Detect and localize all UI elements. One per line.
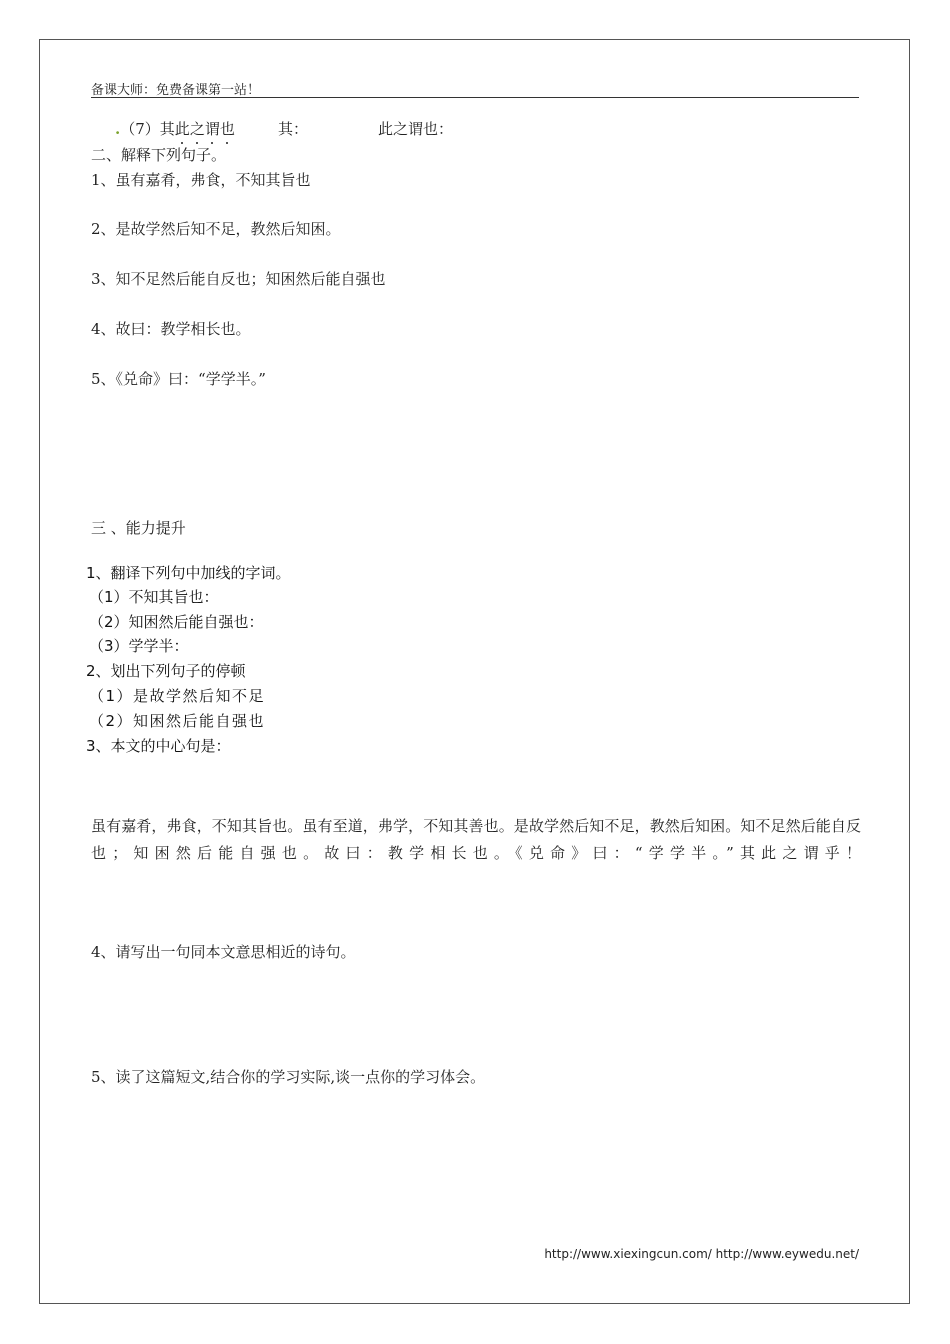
item-7-char-dotted: 谓 bbox=[204, 120, 220, 138]
header-rule bbox=[91, 97, 859, 98]
item-7-char: 其 bbox=[159, 120, 175, 138]
section-2-item: 4、故曰：教学相长也。 bbox=[91, 320, 251, 338]
page-header: 备课大师：免费备课第一站！ bbox=[91, 83, 261, 98]
passage-text: 虽有嘉肴，弗食，不知其旨也。虽有至道，弗学，不知其善也。是故学然后知不足，教然后知困。知不足然后能自反也；知困然后能自强也。故曰：教学相长也。《兑命》曰：“学学半。”其此之谓乎！ bbox=[91, 817, 861, 862]
item-7-blank-1: 其： bbox=[278, 120, 309, 138]
item-7-char-dotted: 也 bbox=[219, 120, 235, 138]
item-7-line bbox=[115, 118, 235, 139]
question-2: 2、划出下列句子的停顿 bbox=[86, 662, 246, 680]
section-2-title: 二、解释下列句子。 bbox=[91, 146, 227, 164]
question-1: 1、翻译下列句中加线的字词。 bbox=[86, 564, 291, 582]
bullet-dot: . bbox=[115, 120, 121, 138]
item-7-char-dotted: 此 bbox=[174, 120, 190, 138]
section-2-item: 3、知不足然后能自反也；知困然后能自强也 bbox=[91, 270, 386, 288]
footer-links: http://www.xiexingcun.com/ http://www.eywedu.net/ bbox=[544, 1247, 859, 1261]
question-1-item: （3）学学半： bbox=[89, 637, 189, 655]
item-7-label: （7） bbox=[120, 120, 160, 138]
section-3-title: 三 、能力提升 bbox=[91, 519, 186, 537]
item-7-blank-2: 此之谓也： bbox=[378, 120, 454, 138]
item-7-char-dotted: 之 bbox=[189, 120, 205, 138]
section-2-item: 2、是故学然后知不足，教然后知困。 bbox=[91, 220, 341, 238]
question-1-item: （2）知困然后能自强也： bbox=[89, 613, 264, 631]
question-2-item: （2）知困然后能自强也 bbox=[89, 712, 266, 730]
question-1-item: （1）不知其旨也： bbox=[89, 588, 219, 606]
question-3: 3、本文的中心句是： bbox=[86, 737, 231, 755]
section-2-item: 1、虽有嘉肴，弗食，不知其旨也 bbox=[91, 171, 311, 189]
question-4: 4、请写出一句同本文意思相近的诗句。 bbox=[91, 943, 356, 961]
question-2-item: （1）是故学然后知不足 bbox=[89, 687, 266, 705]
section-2-item: 5、《兑命》曰：“学学半。” bbox=[91, 370, 266, 388]
question-5: 5、读了这篇短文,结合你的学习实际,谈一点你的学习体会。 bbox=[91, 1068, 486, 1086]
